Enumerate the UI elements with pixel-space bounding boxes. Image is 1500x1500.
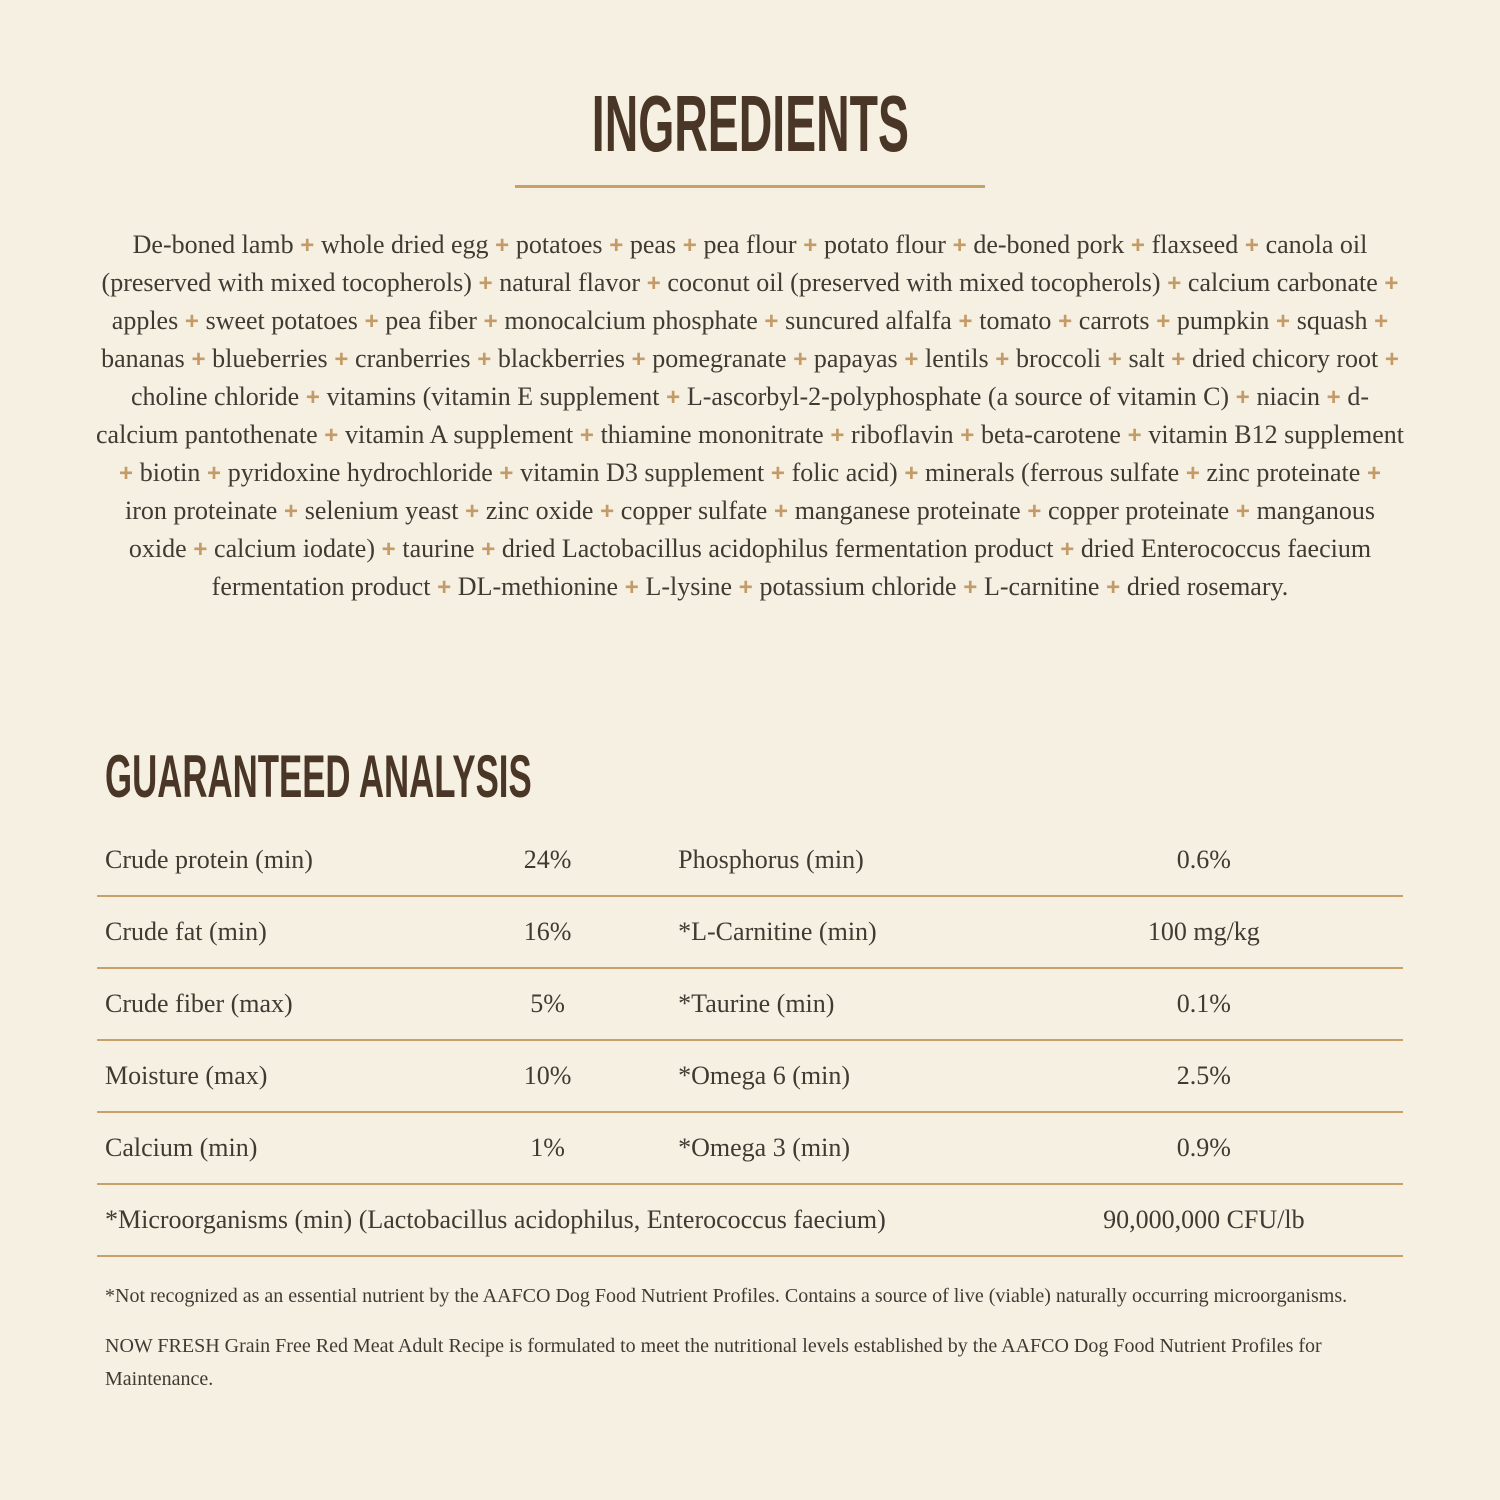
ingredient-item: niacin [1256, 382, 1320, 411]
ingredient-item: de-boned pork [973, 230, 1125, 259]
plus-icon: + [1377, 270, 1399, 297]
plus-icon: + [492, 460, 521, 487]
plus-icon: + [474, 536, 502, 563]
ingredients-section-title [0, 79, 1500, 168]
ingredient-item: vitamins (vitamin E supplement [326, 382, 660, 411]
analysis-row [97, 969, 1403, 1041]
plus-icon: + [757, 308, 786, 335]
plus-icon: + [764, 460, 792, 487]
ingredient-item: L-lysine [645, 572, 733, 601]
ingredient-item: pyridoxine hydrochloride [227, 458, 493, 487]
ingredient-item: dried rosemary. [1126, 572, 1289, 601]
nutrient-label: *L-Carnitine (min) [678, 917, 877, 946]
plus-icon: + [659, 384, 687, 411]
ingredient-item: potatoes [515, 230, 603, 259]
plus-icon: + [732, 574, 760, 601]
ingredient-item: thiamine mononitrate [600, 420, 824, 449]
footnotes [105, 1280, 1410, 1413]
plus-icon: + [602, 232, 630, 259]
ingredient-item: monocalcium phosphate [504, 306, 758, 335]
nutrient-value: 0.9% [1176, 1133, 1231, 1162]
nutrient-value: 24% [523, 845, 572, 874]
ingredient-item: blueberries [212, 344, 328, 373]
ingredient-item: calcium iodate) [214, 534, 376, 563]
ingredient-item: potato flour [823, 230, 946, 259]
ingredient-item: copper proteinate [1048, 496, 1230, 525]
ingredient-item: whole dried egg [321, 230, 489, 259]
nutrient-value: 100 mg/kg [1147, 917, 1260, 946]
nutrient-value: 2.5% [1176, 1061, 1231, 1090]
ingredient-item: d-calcium pantothenate [96, 382, 1369, 449]
plus-icon: + [293, 232, 321, 259]
plus-icon: + [299, 384, 327, 411]
ingredient-item: minerals (ferrous sulfate [925, 458, 1180, 487]
ingredient-item: pumpkin [1176, 306, 1270, 335]
plus-icon: + [573, 422, 601, 449]
plus-icon: + [317, 422, 345, 449]
plus-icon: + [1378, 346, 1399, 373]
plus-icon: + [470, 346, 498, 373]
plus-icon: + [1367, 308, 1389, 335]
ingredient-item: flaxseed [1151, 230, 1239, 259]
plus-icon: + [1319, 384, 1348, 411]
ingredient-item: sweet potatoes [205, 306, 358, 335]
ingredient-item: carrots [1078, 306, 1150, 335]
ingredient-item: copper sulfate [620, 496, 768, 525]
plus-icon: + [458, 498, 486, 525]
ingredient-item: calcium carbonate [1187, 268, 1378, 297]
plus-icon: + [897, 346, 926, 373]
ingredients-heading: INGREDIENTS [591, 79, 909, 168]
plus-icon: + [476, 308, 505, 335]
nutrient-label: Crude fat (min) [105, 917, 267, 946]
nutrient-value: 1% [530, 1133, 565, 1162]
plus-icon: + [640, 270, 668, 297]
plus-icon: + [327, 346, 356, 373]
plus-icon: + [1124, 232, 1152, 259]
analysis-row [97, 1113, 1403, 1185]
ingredient-item: manganese proteinate [794, 496, 1021, 525]
ingredient-item: natural flavor [499, 268, 641, 297]
footnote-aafco-nutrient: *Not recognized as an essential nutrient by the AAFCO Dog Food Nutrient Profiles. Contains a source of live (viable) naturally occurring microorganisms. [105, 1285, 1348, 1307]
plus-icon: + [786, 346, 814, 373]
ingredient-item: zinc oxide [485, 496, 594, 525]
plus-icon: + [1149, 308, 1177, 335]
ingredient-item: zinc proteinate [1206, 458, 1361, 487]
plus-icon: + [1238, 232, 1266, 259]
nutrient-value: 0.1% [1176, 989, 1231, 1018]
plus-icon: + [471, 270, 500, 297]
plus-icon: + [897, 460, 926, 487]
ingredient-item: bananas [101, 344, 185, 373]
ingredient-item: manganous oxide [128, 496, 1375, 563]
nutrient-label: *Microorganisms (min) (Lactobacillus acidophilus, Enterococcus faecium) [105, 1205, 886, 1234]
plus-icon: + [178, 308, 206, 335]
ingredient-item: De-boned lamb [132, 230, 294, 259]
ingredient-item: coconut oil (preserved with mixed tocopherols) [667, 268, 1161, 297]
nutrient-value: 5% [530, 989, 565, 1018]
ingredient-item: dried chicory root [1191, 344, 1379, 373]
analysis-row [97, 897, 1403, 969]
nutrient-label: Crude fiber (max) [105, 989, 293, 1018]
ingredient-item: pea flour [703, 230, 797, 259]
nutrient-value: 10% [523, 1061, 572, 1090]
plus-icon: + [184, 346, 213, 373]
plus-icon: + [951, 308, 980, 335]
ingredient-item: canola oil (preserved with mixed tocopherols) [101, 230, 1368, 297]
ingredient-item: L-carnitine [983, 572, 1100, 601]
ingredient-item: suncured alfalfa [785, 306, 952, 335]
plus-icon: + [1229, 384, 1257, 411]
nutrient-label: Calcium (min) [105, 1133, 258, 1162]
ingredient-item: dried Lactobacillus acidophilus fermentation product [501, 534, 1054, 563]
ingredient-item: choline chloride [131, 382, 300, 411]
plus-icon: + [1360, 460, 1381, 487]
ingredient-item: vitamin B12 supplement [1148, 420, 1404, 449]
plus-icon: + [1099, 574, 1127, 601]
ingredient-item: papayas [813, 344, 898, 373]
nutrient-label: Phosphorus (min) [678, 845, 864, 874]
ingredient-item: DL-methionine [457, 572, 619, 601]
nutrient-label: Moisture (max) [105, 1061, 268, 1090]
ingredient-item: folic acid) [791, 458, 898, 487]
ingredient-item: apples [111, 306, 179, 335]
analysis-row [97, 825, 1403, 897]
plus-icon: + [767, 498, 795, 525]
ingredient-item: potassium chloride [759, 572, 957, 601]
plus-icon: + [988, 346, 1016, 373]
ingredient-item: selenium yeast [304, 496, 459, 525]
ingredient-item: iron proteinate [125, 496, 278, 525]
ingredient-item: vitamin D3 supplement [520, 458, 765, 487]
plus-icon: + [1269, 308, 1297, 335]
ingredient-item: pea fiber [385, 306, 477, 335]
nutrient-label: Crude protein (min) [105, 845, 313, 874]
nutrient-label: *Taurine (min) [678, 989, 835, 1018]
plus-icon: + [1229, 498, 1257, 525]
ingredient-item: lentils [925, 344, 989, 373]
plus-icon: + [119, 460, 140, 487]
analysis-rows-container [97, 825, 1403, 1185]
plus-icon: + [200, 460, 228, 487]
plus-icon: + [430, 574, 458, 601]
plus-icon: + [823, 422, 852, 449]
ingredient-item: taurine [402, 534, 475, 563]
ingredient-item: cranberries [355, 344, 471, 373]
analysis-table [97, 825, 1403, 1257]
guaranteed-analysis-heading: GUARANTEED ANALYSIS [105, 743, 532, 810]
plus-icon: + [1053, 536, 1081, 563]
ingredient-item: tomato [979, 306, 1052, 335]
nutrient-value: 16% [523, 917, 572, 946]
plus-icon: + [375, 536, 403, 563]
ingredient-item: biotin [139, 458, 201, 487]
plus-icon: + [956, 574, 984, 601]
ingredient-item: L-ascorbyl-2-polyphosphate (a source of vitamin C) [686, 382, 1230, 411]
plus-icon: + [624, 346, 653, 373]
plus-icon: + [488, 232, 516, 259]
nutrient-label: *Omega 6 (min) [678, 1061, 850, 1090]
plus-icon: + [1101, 346, 1129, 373]
plus-icon: + [1164, 346, 1192, 373]
plus-icon: + [186, 536, 215, 563]
plus-icon: + [945, 232, 974, 259]
analysis-row [97, 1041, 1403, 1113]
plus-icon: + [1179, 460, 1207, 487]
footnote-formulation: NOW FRESH Grain Free Red Meat Adult Recipe is formulated to meet the nutritional levels established by the AAFCO Dog Food Nutrient Profiles for Maintenance. [105, 1335, 1322, 1390]
ingredient-item: riboflavin [851, 420, 954, 449]
nutrient-label: *Omega 3 (min) [678, 1133, 850, 1162]
nutrient-value: 90,000,000 CFU/lb [1103, 1205, 1305, 1234]
ingredients-paragraph [95, 226, 1405, 606]
plus-icon: + [676, 232, 704, 259]
ingredient-item: squash [1296, 306, 1368, 335]
plus-icon: + [1120, 422, 1149, 449]
title-underline [515, 185, 985, 188]
ingredient-item: blackberries [497, 344, 625, 373]
nutrient-value: 0.6% [1176, 845, 1231, 874]
microorganisms-row [97, 1185, 1403, 1257]
plus-icon: + [1160, 270, 1188, 297]
ingredient-item: pomegranate [652, 344, 787, 373]
ingredient-item: dried Enterococcus faecium fermentation product [211, 534, 1372, 601]
plus-icon: + [277, 498, 305, 525]
plus-icon: + [1051, 308, 1079, 335]
plus-icon: + [357, 308, 386, 335]
ingredient-item: broccoli [1015, 344, 1102, 373]
ingredient-item: peas [629, 230, 677, 259]
plus-icon: + [796, 232, 824, 259]
ingredient-item: vitamin A supplement [345, 420, 574, 449]
ingredient-item: beta-carotene [980, 420, 1121, 449]
plus-icon: + [953, 422, 981, 449]
ingredient-item: salt [1128, 344, 1165, 373]
plus-icon: + [593, 498, 621, 525]
plus-icon: + [1020, 498, 1049, 525]
plus-icon: + [618, 574, 646, 601]
guaranteed-analysis-section-title [105, 743, 841, 810]
